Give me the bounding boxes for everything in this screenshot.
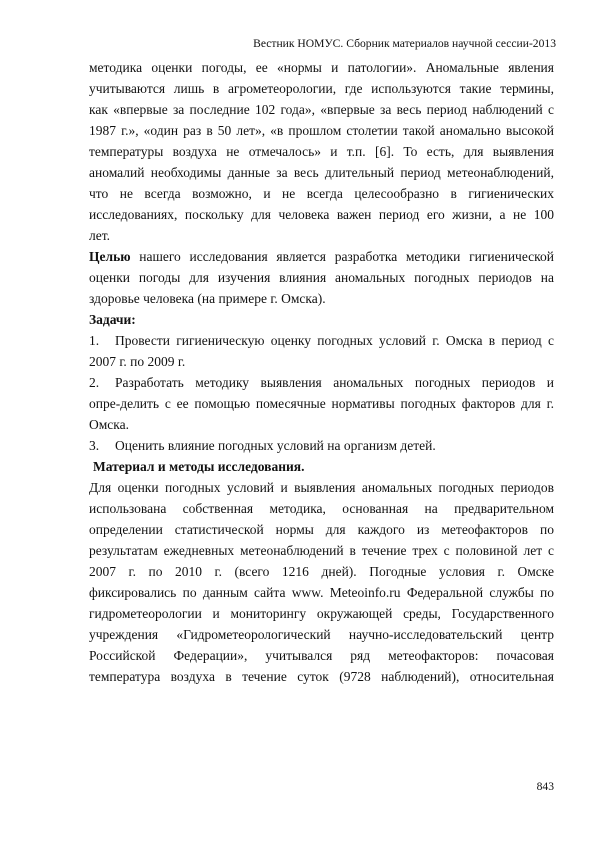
text-line: что не всегда возможно, и не всегда целесообразно в гигиенических [89,186,554,201]
text-line: Российской Федерации», учитывался ряд метеофакторов: почасовая [89,648,554,663]
goal-text: нашего исследования является разработка методики гигиенической [130,249,554,264]
text-line: результатам ежедневных метеонаблюдений в течение трех с половиной лет с [89,543,554,558]
task-number: 2. [89,375,100,390]
text-line: учреждения «Гидрометеорологический научно-исследовательский центр [89,627,554,642]
tasks-heading: Задачи: [89,312,136,327]
running-header: Вестник НОМУС. Сборник материалов научной сессии-2013 [253,37,556,50]
text-line: методика оценки погоды, ее «нормы и патологии». Аномальные явления [89,60,554,75]
task-item [89,330,554,351]
text-line: использована собственная методика, основанная на предварительном [89,501,554,516]
task-item [89,372,554,393]
text-line: определении статистической нормы для каждого из метеофакторов по [89,522,554,537]
task-text: Провести гигиеническую оценку погодных условий г. Омска в период с [115,333,554,348]
text-line: учитываются лишь в агрометеорологии, где используются такие термины, [89,81,554,96]
task-text: Разработать методику выявления аномальных погодных периодов и [115,375,554,390]
text-line: оценки погоды для изучения влияния аномальных погодных периодов на [89,270,554,285]
text-line: Омска. [89,417,130,432]
text-line: опре-делить с ее помощью помесячные нормативы погодных факторов для г. [89,396,554,411]
text-line: 1987 г.», «один раз в 50 лет», «в прошлом столетии такой аномально высокой [89,123,554,138]
task-number: 3. [89,438,100,453]
text-line: гидрометеорологии и мониторингу окружающей среды, Государственного [89,606,554,621]
task-text: Оценить влияние погодных условий на организм детей. [115,438,436,453]
text-line: здоровье человека (на примере г. Омска). [89,291,326,306]
body-text [89,57,554,687]
text-line: исследованиях, поскольку для человека важен период его жизни, а не 100 [89,207,554,222]
text-line: 2007 г. по 2010 г. (всего 1216 дней). Погодные условия г. Омске [89,564,554,579]
task-item [89,435,554,456]
text-line: лет. [89,228,110,243]
methods-heading: Материал и методы исследования. [93,459,305,474]
goal-line [89,246,554,267]
text-line: фиксировались по данным сайта www. Meteoinfo.ru Федеральной службы по [89,585,554,600]
task-number: 1. [89,333,100,348]
text-line: температура воздуха в течение суток (9728 наблюдений), относительная [89,669,554,684]
text-line: 2007 г. по 2009 г. [89,354,186,369]
text-line: температуры воздуха не отмечалось» и т.п. [6]. То есть, для выявления [89,144,554,159]
text-line: Для оценки погодных условий и выявления аномальных погодных периодов [89,480,554,495]
text-line: как «впервые за последние 102 года», «впервые за весь период наблюдений с [89,102,554,117]
page-number: 843 [536,780,554,793]
text-line: аномалий необходимы данные за весь длительный период метеонаблюдений, [89,165,554,180]
goal-lead: Целью [89,249,131,264]
